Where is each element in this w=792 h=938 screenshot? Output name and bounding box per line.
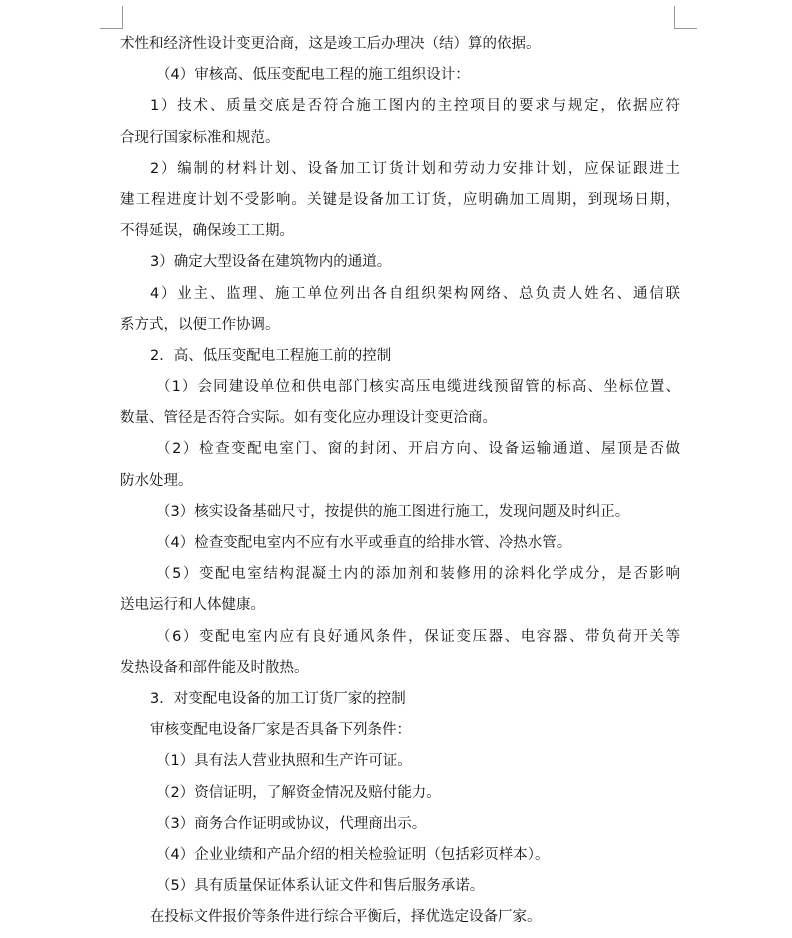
- text-line: 发热设备和部件能及时散热。: [120, 659, 309, 676]
- text-line: 2）编制的材料计划、设备加工订货计划和劳动力安排计划，应保证跟进土: [150, 160, 680, 177]
- document-body: [120, 29, 680, 933]
- text-line: （4）审核高、低压变配电工程的施工组织设计：: [156, 67, 470, 84]
- text-line: 在投标文件报价等条件进行综合平衡后，择优选定设备厂家。: [150, 909, 542, 926]
- text-line: 1）技术、质量交底是否符合施工图内的主控项目的要求与规定，依据应符: [150, 98, 680, 115]
- text-line: 2．高、低压变配电工程施工前的控制: [150, 347, 392, 364]
- text-line: 审核变配电设备厂家是否具备下列条件：: [150, 722, 411, 739]
- text-line: 数量、管径是否符合实际。如有变化应办理设计变更洽商。: [120, 410, 497, 427]
- text-line: （4）企业业绩和产品介绍的相关检验证明（包括彩页样本）。: [156, 846, 550, 863]
- text-line: 建工程进度计划不受影响。关键是设备加工订货，应明确加工周期，到现场日期，: [120, 191, 680, 208]
- text-line: （2）检查变配电室门、窗的封闭、开启方向、设备运输通道、屋顶是否做: [156, 441, 680, 458]
- text-line: 3．对变配电设备的加工订货厂家的控制: [150, 690, 406, 707]
- text-line: 防水处理。: [120, 472, 193, 489]
- text-line: （3）商务合作证明或协议，代理商出示。: [156, 815, 427, 832]
- text-line: （5）变配电室结构混凝土内的添加剂和装修用的涂料化学成分，是否影响: [156, 566, 680, 583]
- text-line: 3）确定大型设备在建筑物内的通道。: [150, 254, 392, 271]
- text-line: （4）检查变配电室内不应有水平或垂直的给排水管、冷热水管。: [156, 535, 572, 551]
- margin-corner-mark-top-left: [100, 6, 123, 29]
- text-line: 不得延误，确保竣工工期。: [120, 223, 294, 240]
- text-line: 合现行国家标准和规范。: [120, 129, 280, 146]
- text-line: （3）核实设备基础尺寸，按提供的施工图进行施工，发现问题及时纠正。: [156, 503, 630, 520]
- text-line: 4）业主、监理、施工单位列出各自组织架构网络、总负责人姓名、通信联: [150, 285, 680, 302]
- text-line: 术性和经济性设计变更洽商，这是竣工后办理决（结）算的依据。: [120, 36, 541, 52]
- text-line: 送电运行和人体健康。: [120, 597, 265, 614]
- text-line: 系方式，以便工作协调。: [120, 316, 280, 333]
- text-line: （2）资信证明，了解资金情况及赔付能力。: [156, 784, 441, 801]
- text-line: （6）变配电室内应有良好通风条件，保证变压器、电容器、带负荷开关等: [156, 628, 680, 645]
- text-line: （1）具有法人营业执照和生产许可证。: [156, 753, 412, 770]
- text-line: （1）会同建设单位和供电部门核实高压电缆进线预留管的标高、坐标位置、: [156, 379, 680, 396]
- margin-corner-mark-top-right: [674, 6, 697, 29]
- text-line: （5）具有质量保证体系认证文件和售后服务承诺。: [156, 878, 485, 895]
